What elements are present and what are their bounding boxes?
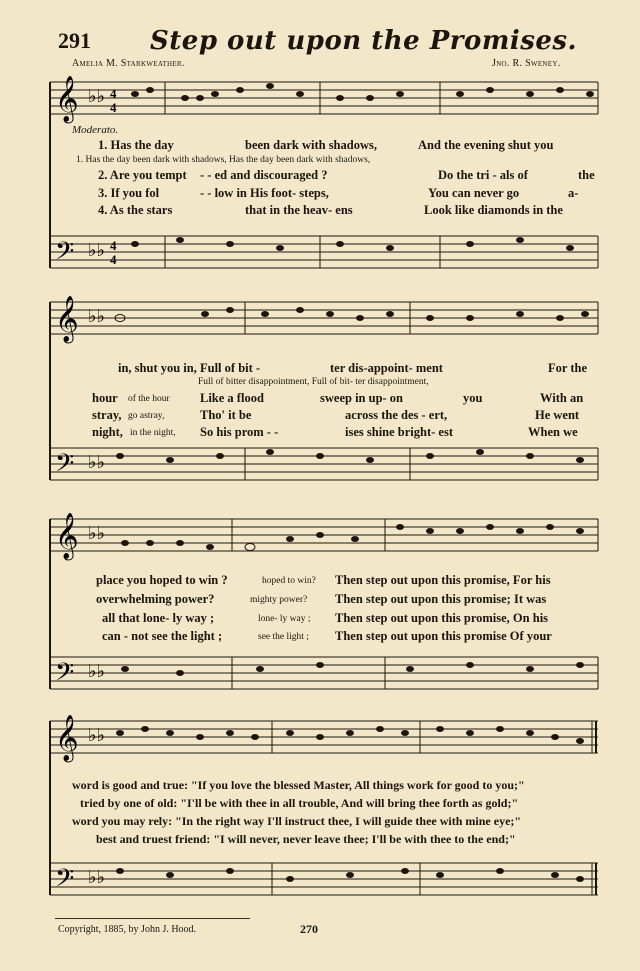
svg-text:4: 4 [110,100,117,115]
s1-v1-a: 1. Has the day [98,138,174,152]
s1-v1-c: And the evening shut you [418,138,554,152]
s3-v1-c: Then step out upon this promise, For his [335,573,551,587]
svg-text:4: 4 [110,238,117,253]
s1-v4-a: 4. As the stars [98,203,173,217]
s2-v2-c: Tho' it be [200,408,252,422]
svg-text:♭♭: ♭♭ [88,452,105,473]
copyright-notice: Copyright, 1885, by John J. Hood. [58,924,197,935]
s2-line1-b: Full of bit - [200,361,261,375]
s3-v2-c: Then step out upon this promise; It was [335,592,547,606]
hymn-title: Step out upon the Promises. [150,26,578,56]
svg-text:♭♭: ♭♭ [88,661,105,682]
s3-v4-a: can - not see the light ; [102,629,223,643]
svg-text:♭♭: ♭♭ [88,306,105,327]
s4-v3: word you may rely: "In the right way I'll instruct thee, I will guide thee with mine eye;" [72,814,522,828]
s2-v1-f: With an [540,391,584,405]
s2-v2-d: across the des - ert, [345,408,448,422]
s1-v2-a: 2. Are you tempt [98,168,187,182]
s2-v3-a: night, [92,425,123,439]
svg-text:♭♭: ♭♭ [88,523,105,544]
s3-v2-a: overwhelming power? [96,592,215,606]
s3-v3-c: Then step out upon this promise, On his [335,611,549,625]
s4-v1: word is good and true: "If you love the blessed Master, All things work for good to you;" [72,778,525,792]
s2-v3-c: So his prom - - [200,425,279,439]
s3-v3-a: all that lone- ly way ; [102,611,215,625]
s1-v3-c: You can never go [428,186,520,200]
s2-v1-d: sweep in up- on [320,391,404,405]
s1-v2-b: - - ed and discouraged ? [200,168,328,182]
footer-rule [55,918,250,919]
svg-text:♭♭: ♭♭ [88,86,105,107]
s1-alto-line: 1. Has the day been dark with shadows, Has the day been dark with shadows, [76,155,371,165]
s2-v2-a: stray, [92,408,122,422]
svg-text:𝄢: 𝄢 [55,237,75,272]
s2-v1-e: you [463,391,483,405]
s1-v4-b: that in the heav- ens [245,203,353,217]
s3-v4-c: Then step out upon this promise Of your [335,629,552,643]
page-number: 270 [300,922,318,936]
svg-text:𝄞: 𝄞 [55,715,79,761]
s2-line1-c: ter dis-appoint- ment [330,361,443,375]
s3-v1-a: place you hoped to win ? [96,573,228,587]
s2-v1-a: hour [92,391,118,405]
svg-text:𝄢: 𝄢 [55,864,75,899]
svg-text:4: 4 [110,252,117,267]
s3-v3-b: lone- ly way ; [258,614,311,624]
s1-v3-a: 3. If you fol [98,186,160,200]
s4-v2: tried by one of old: "I'll be with thee in all trouble, And will bring thee forth as gold;" [80,796,519,810]
s1-v1-b: been dark with shadows, [245,138,377,152]
author-credit: Amelia M. Starkweather. [72,58,185,69]
svg-text:𝄞: 𝄞 [55,76,79,122]
s1-v4-c: Look like diamonds in the [424,203,563,217]
s2-alto-line: Full of bitter disappointment, Full of bit- ter disappointment, [198,377,429,387]
svg-text:♭♭: ♭♭ [88,240,105,261]
s1-v3-b: - - low in His foot- steps, [200,186,329,200]
svg-text:𝄢: 𝄢 [55,449,75,484]
s3-v4-b: see the light ; [258,632,309,642]
s2-v3-b: in the night, [130,428,176,438]
s1-v2-c: Do the tri - als of [438,168,528,182]
s1-v2-d: the [578,168,595,182]
s2-v2-e: He went [535,408,580,422]
s4-v4: best and truest friend: "I will never, never leave thee; I'll be with thee to the end;" [96,832,516,846]
s3-v2-b: mighty power? [250,595,308,605]
s2-v3-d: ises shine bright- est [345,425,453,439]
svg-text:♭♭: ♭♭ [88,725,105,746]
svg-text:𝄞: 𝄞 [55,296,79,342]
s2-line1-a: in, shut you in, [118,361,197,375]
s2-v1-c: Like a flood [200,391,264,405]
tempo-marking: Moderato. [72,124,119,136]
hymn-number: 291 [58,28,91,53]
composer-credit: Jno. R. Sweney. [492,58,561,69]
s2-v2-b: go astray, [128,411,165,421]
svg-text:♭♭: ♭♭ [88,867,105,888]
svg-text:4: 4 [110,86,117,101]
s3-v1-b: hoped to win? [262,576,316,586]
s2-v1-b: of the hour [128,394,170,404]
s1-v3-d: a- [568,186,579,200]
svg-text:𝄢: 𝄢 [55,658,75,693]
s2-v3-e: When we [528,425,578,439]
svg-text:𝄞: 𝄞 [55,513,79,559]
s2-line1-d: For the [548,361,587,375]
